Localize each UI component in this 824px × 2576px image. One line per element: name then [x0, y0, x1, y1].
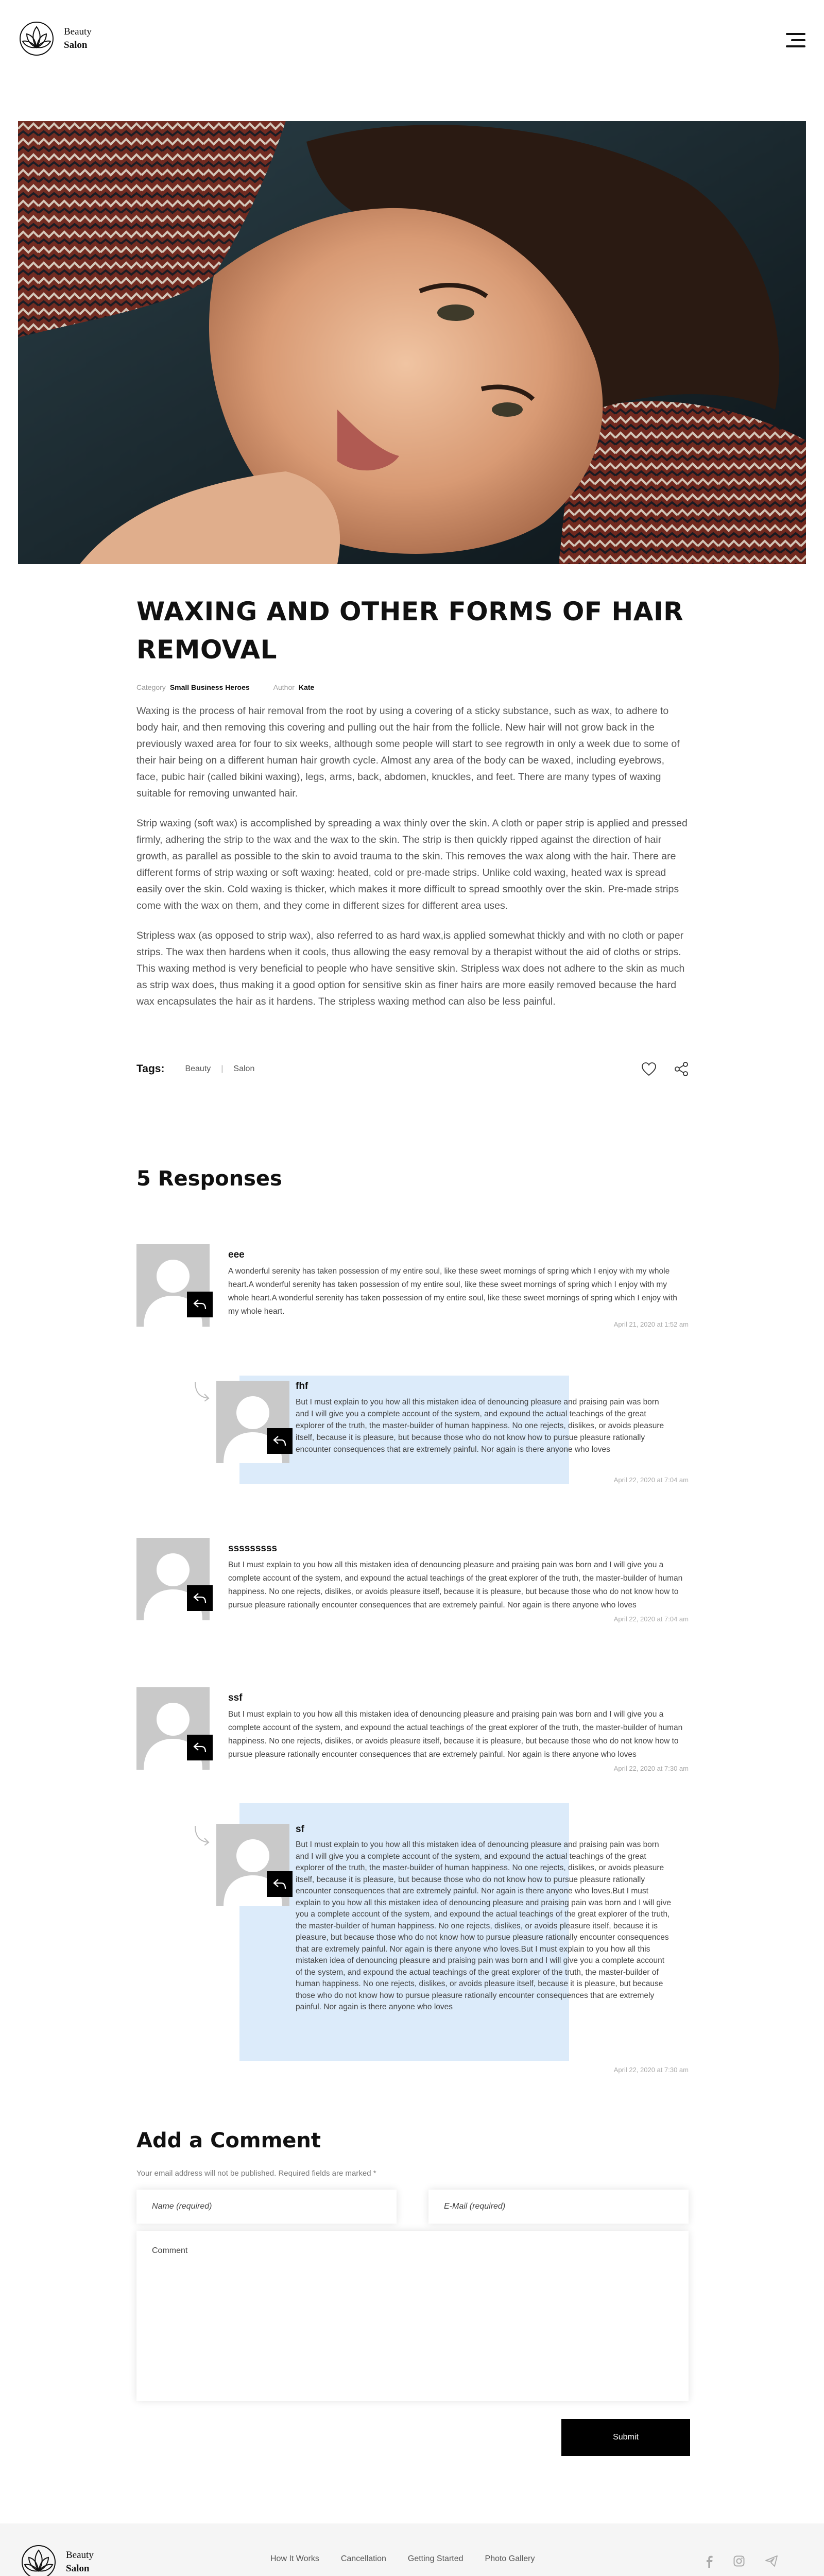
submit-button[interactable]: Submit — [561, 2419, 690, 2456]
comment-date: April 22, 2020 at 7:30 am — [613, 2066, 689, 2074]
hero-image — [18, 121, 806, 564]
footer-logo[interactable] — [21, 2544, 94, 2576]
author-label: Author — [273, 683, 295, 691]
avatar — [136, 1687, 210, 1770]
name-placeholder: Name (required) — [152, 2202, 212, 2211]
site-header — [0, 0, 824, 82]
comment — [136, 1687, 689, 1770]
tag-link[interactable]: Salon — [233, 1064, 255, 1073]
comment-text: But I must explain to you how all this mistaken idea of denouncing pleasure and praising pain was born and I will give you a complete account of the system, and expound the actual teachings of the great explorer of the truth, the master-builder of human happiness. No one rejects, dislikes, or avoids pleasure itself, because it is pleasure, but because those who do not know how to pursue pleasure rationally encounter consequences that are extremely painful. Nor again is there anyone who loves — [228, 1561, 683, 1609]
comment-reply — [193, 1803, 689, 2074]
add-comment-title: Add a Comment — [136, 2129, 321, 2153]
footer-link-getting-started[interactable]: Getting Started — [407, 2554, 464, 2563]
category-link[interactable]: Small Business Heroes — [169, 683, 250, 691]
comment-author: eee — [228, 1249, 245, 1260]
tags-label: Tags: — [136, 1063, 165, 1075]
article-paragraph: Waxing is the process of hair removal from the root by using a covering of a sticky substance, such as wax, to adhere to body hair, and then removing this covering and pulling out the hair from the follicle. New hair will not grow back in the previously waxed area for four to six weeks, although some people will start to see regrowth in only a week due to some of their hair being on a different human hair growth cycle. Almost any area of the body can be waxed, including eyebrows, face, pubic hair (called bikini waxing), legs, arms, back, abdomen, knuckles, and feet. There are many types of waxing suitable for removing unwanted hair. — [136, 705, 680, 799]
reply-button[interactable] — [267, 1871, 293, 1897]
reply-arrow-icon — [193, 1299, 207, 1310]
avatar — [216, 1824, 289, 1906]
author-link[interactable]: Kate — [298, 683, 315, 691]
woman-portrait-image — [18, 121, 806, 564]
comment-date: April 22, 2020 at 7:30 am — [613, 1765, 689, 1772]
brand-line2: Salon — [66, 2563, 90, 2574]
reply-arrow-icon — [273, 1878, 286, 1890]
social-links — [706, 2555, 778, 2568]
comment-textarea[interactable] — [136, 2231, 689, 2401]
tag-separator: | — [221, 1064, 224, 1073]
heart-icon[interactable] — [641, 1062, 657, 1076]
site-logo[interactable] — [19, 21, 92, 57]
instagram-icon[interactable] — [733, 2555, 745, 2567]
article — [136, 592, 689, 1010]
comment — [136, 1244, 689, 1327]
avatar — [216, 1381, 289, 1463]
email-input[interactable] — [428, 2190, 689, 2224]
send-icon[interactable] — [765, 2555, 778, 2567]
comment-author: ssf — [228, 1692, 243, 1703]
comment-author: sf — [296, 1824, 304, 1835]
name-input[interactable] — [136, 2190, 397, 2224]
hamburger-menu-icon[interactable] — [786, 30, 805, 50]
tags-bar — [136, 1059, 689, 1079]
footer-link-cancellation[interactable]: Cancellation — [340, 2554, 386, 2563]
article-meta — [136, 683, 689, 691]
footer-nav — [270, 2554, 535, 2564]
reply-button[interactable] — [267, 1428, 293, 1454]
brand-line2: Salon — [64, 40, 88, 50]
comment-date: April 21, 2020 at 1:52 am — [613, 1320, 689, 1328]
comment-reply — [193, 1376, 689, 1484]
facebook-icon[interactable] — [706, 2555, 713, 2568]
avatar — [136, 1538, 210, 1620]
reply-button[interactable] — [187, 1585, 213, 1611]
responses-title: 5 Responses — [136, 1167, 282, 1191]
comment-text: But I must explain to you how all this mistaken idea of denouncing pleasure and praising pain was born and I will give you a complete account of the system, and expound the actual teachings of the great explorer of the truth, the master-builder of human happiness. No one rejects, dislikes, or avoids pleasure itself, because it is pleasure, but because those who do not know how to pursue pleasure rationally encounter consequences that are extremely painful. Nor again is there anyone who loves — [228, 1710, 683, 1759]
email-placeholder: E-Mail (required) — [444, 2202, 506, 2211]
nested-reply-arrow-icon — [193, 1381, 211, 1401]
comment-text: But I must explain to you how all this mistaken idea of denouncing pleasure and praising pain was born and I will give you a complete account of the system, and expound the actual teachings of the great explorer of the truth, the master-builder of human happiness. No one rejects, dislikes, or avoids pleasure itself, because it is pleasure, but because those who do not know how to pursue pleasure rationally encounter consequences that are extremely painful. Nor again is there anyone who loves.But I must explain to you how all this mistaken idea of denouncing pleasure and praising pain was born and I will give you a complete account of the system, and expound the actual teachings of the great explorer of the truth, the master-builder of human happiness. No one rejects, dislikes, or avoids pleasure itself, because it is pleasure, but because those who do not know how to pursue pleasure rationally encounter consequences that are extremely painful. Nor again is there anyone who loves.But I must explain to you how all this mistaken idea of denouncing pleasure and praising pain was born and I will give you a complete account of the system, and expound the actual teachings of the great explorer of the truth, the master-builder of human happiness. No one rejects, dislikes, or avoids pleasure itself, because it is pleasure, but because those who do not know how to pursue pleasure rationally encounter consequences that are extremely painful. Nor again is there anyone who loves — [296, 1840, 671, 2011]
article-title: WAXING AND OTHER FORMS OF HAIR REMOVAL — [136, 597, 684, 665]
comment-author: sssssssss — [228, 1543, 278, 1554]
brand-line1: Beauty — [66, 2550, 94, 2561]
article-paragraph: Stripless wax (as opposed to strip wax), also referred to as hard wax,is applied somewhat thickly and with no cloth or paper strips. The wax then hardens when it cools, thus allowing the easy removal by a therapist without the aid of cloths or strips. This waxing method is very beneficial to people who have sensitive skin. Stripless wax does not adhere to the skin as much as strip wax does, thus making it a good option for sensitive skin as finer hairs are more easily removed because the hard wax encapsulates the hair as it hardens. The stripless waxing method can also be less painful. — [136, 930, 685, 1007]
comment-text: But I must explain to you how all this mistaken idea of denouncing pleasure and praising pain was born and I will give you a complete account of the system, and expound the actual teachings of the great explorer of the truth, the master-builder of human happiness. No one rejects, dislikes, or avoids pleasure itself, because it is pleasure, but because those who do not know how to pursue pleasure rationally encounter consequences that are extremely painful. Nor again is there anyone who loves — [296, 1398, 664, 1454]
reply-button[interactable] — [187, 1292, 213, 1317]
tag-link[interactable]: Beauty — [185, 1064, 211, 1073]
comment-text: A wonderful serenity has taken possession of my entire soul, like these sweet mornings of spring which I enjoy with my whole heart.A wonderful serenity has taken possession of my entire soul, like these sweet mornings of spring which I enjoy with my whole heart.A wonderful serenity has taken possession of my entire soul, like these sweet mornings of spring which I enjoy with my whole heart. — [228, 1267, 677, 1316]
form-note: Your email address will not be published. Required fields are marked * — [136, 2169, 376, 2178]
reply-button[interactable] — [187, 1735, 213, 1760]
comment-date: April 22, 2020 at 7:04 am — [613, 1476, 689, 1484]
comment — [136, 1538, 689, 1623]
avatar — [136, 1244, 210, 1327]
reply-arrow-icon — [193, 1592, 207, 1604]
footer-link-how-it-works[interactable]: How It Works — [270, 2554, 319, 2563]
comment-placeholder: Comment — [152, 2246, 188, 2255]
reply-arrow-icon — [193, 1742, 207, 1753]
nested-reply-arrow-icon — [193, 1825, 211, 1845]
article-paragraph: Strip waxing (soft wax) is accomplished by spreading a wax thinly over the skin. A cloth or paper strip is applied and pressed firmly, adhering the strip to the wax and the wax to the skin. The strip is then quickly ripped against the direction of hair growth, as parallel as possible to the skin to avoid trauma to the skin. This removes the wax along with the hair. There are different forms of strip waxing or soft waxing: heated, cold or pre-made strips. Unlike cold waxing, heated wax is spread easily over the skin. Cold waxing is thicker, which makes it more difficult to spread smoothly over the skin. Pre-made strips come with the wax on them, and they come in different sizes for different area uses. — [136, 818, 688, 911]
lotus-logo-icon — [19, 21, 55, 57]
footer-link-photo-gallery[interactable]: Photo Gallery — [485, 2554, 535, 2563]
site-footer — [0, 2523, 824, 2576]
share-icon[interactable] — [674, 1061, 689, 1077]
lotus-logo-icon — [21, 2544, 57, 2576]
comment-author: fhf — [296, 1381, 308, 1392]
comment-date: April 22, 2020 at 7:04 am — [613, 1615, 689, 1623]
reply-arrow-icon — [273, 1435, 286, 1447]
category-label: Category — [136, 683, 166, 691]
brand-line1: Beauty — [64, 26, 92, 37]
